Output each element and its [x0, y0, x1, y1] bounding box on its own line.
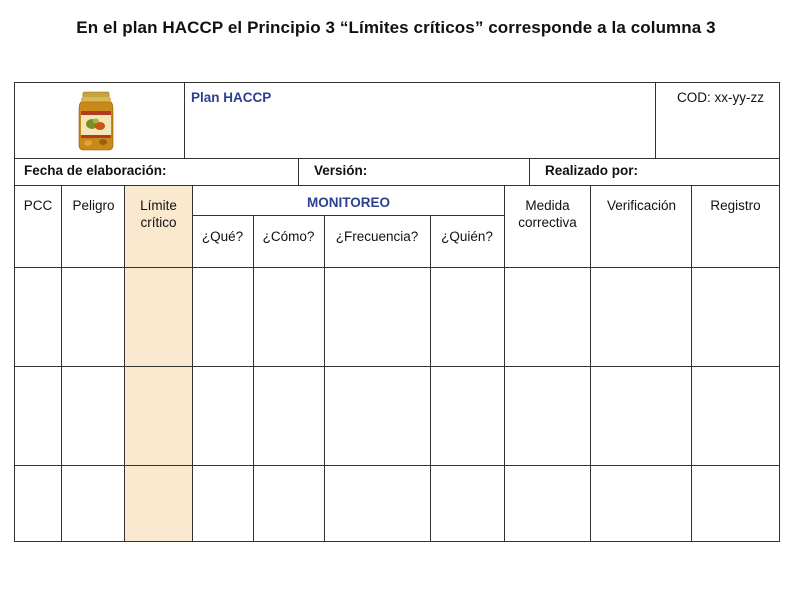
subheader-quien: ¿Quién? — [441, 229, 493, 244]
table-border-top — [14, 82, 780, 83]
column-header-limite-line2: crítico — [140, 215, 177, 230]
table-divider — [298, 158, 299, 186]
subheader-que: ¿Qué? — [201, 229, 244, 244]
table-divider — [184, 82, 185, 159]
table-row — [15, 367, 779, 465]
food-jar-icon — [78, 91, 114, 151]
version-label: Versión: — [314, 163, 368, 178]
table-divider — [14, 158, 780, 159]
subheader-como: ¿Cómo? — [262, 229, 315, 244]
table-divider — [192, 215, 505, 216]
table-divider — [529, 158, 530, 186]
document-code: COD: xx-yy-zz — [677, 90, 764, 105]
column-header-medida-line2: correctiva — [518, 215, 577, 230]
table-row — [15, 268, 779, 366]
table-border-right — [779, 82, 780, 542]
table-row — [15, 466, 779, 541]
column-header-registro: Registro — [710, 198, 761, 213]
column-header-limite-line1: Límite — [140, 198, 177, 213]
column-header-verificacion: Verificación — [606, 198, 677, 213]
table-divider — [14, 185, 780, 186]
column-header-pcc: PCC — [23, 198, 53, 213]
plan-title: Plan HACCP — [191, 90, 272, 105]
table-border-bottom — [14, 541, 780, 542]
column-header-medida-line1: Medida — [525, 198, 570, 213]
column-header-peligro: Peligro — [72, 198, 115, 213]
page-title: En el plan HACCP el Principio 3 “Límites críticos” corresponde a la columna 3 — [76, 18, 716, 37]
column-header-monitoreo: MONITOREO — [306, 195, 390, 210]
fecha-label: Fecha de elaboración: — [24, 163, 167, 178]
realizado-label: Realizado por: — [545, 163, 639, 178]
subheader-frecuencia: ¿Frecuencia? — [335, 229, 419, 244]
table-divider — [655, 82, 656, 159]
